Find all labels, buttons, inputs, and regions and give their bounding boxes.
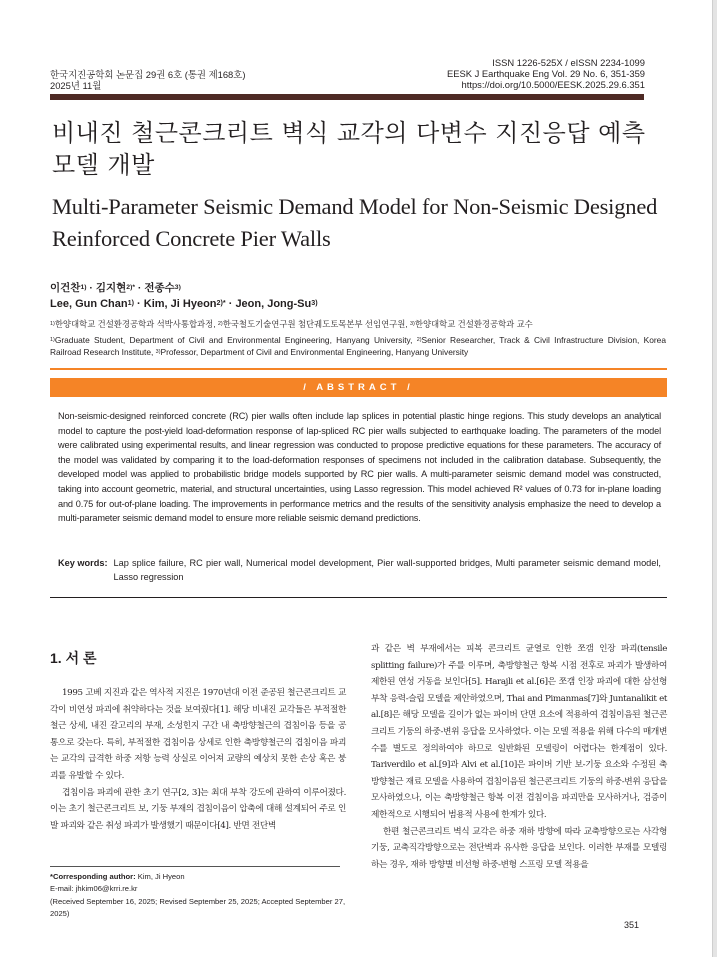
author-sup: 1) xyxy=(80,283,87,291)
author-sup: 2)* xyxy=(126,283,135,291)
title-english xyxy=(52,191,672,255)
corresponding-name: Kim, Ji Hyeon xyxy=(135,872,185,881)
section-title: 1. 서 론 xyxy=(50,650,97,666)
citation: EESK J Earthquake Eng Vol. 29 No. 6, 351-359 xyxy=(446,68,645,79)
author-sup: 3) xyxy=(311,298,318,307)
affil-text: 한국철도기술연구원 첨단궤도토목본부 선임연구원, xyxy=(222,319,411,329)
separator: · xyxy=(133,298,144,310)
affil-text: 한양대학교 건설환경공학과 교수 xyxy=(414,319,533,329)
authors-korean xyxy=(50,280,181,295)
author-name: 전종수 xyxy=(144,282,175,294)
issn: ISSN 1226-525X / eISSN 2234-1099 xyxy=(492,57,645,68)
separator: · xyxy=(225,298,236,310)
footnote-rule xyxy=(50,866,340,867)
author-name: Kim, Ji Hyeon xyxy=(143,298,217,310)
affil-sup: 3) xyxy=(410,321,415,328)
affil-text: Senior Researcher, Track & Civil Infrastructure Division, Korea Railroad Research Institute, xyxy=(50,335,666,357)
abstract-bottom-rule xyxy=(50,597,667,598)
affil-sup: 2) xyxy=(416,337,422,344)
authors-english xyxy=(50,298,318,310)
affiliations-english xyxy=(50,334,666,358)
abstract-heading: / ABSTRACT / xyxy=(50,378,667,397)
keywords-label: Key words: xyxy=(58,558,108,568)
title-ko-line2: 모델 개발 xyxy=(52,151,155,179)
page-number: 351 xyxy=(623,920,639,930)
author-name: Lee, Gun Chan xyxy=(50,298,128,310)
affil-sup: 3) xyxy=(155,349,161,356)
issue-date: 2025년 11월 xyxy=(50,80,102,91)
title-en-line2: Reinforced Concrete Pier Walls xyxy=(52,226,331,251)
doi-link[interactable]: https://doi.org/10.5000/EESK.2025.29.6.351 xyxy=(461,79,645,90)
affil-text: 한양대학교 건설환경공학과 석박사통합과정, xyxy=(54,319,218,329)
paragraph: 한편 철근콘크리트 벽식 교각은 하중 재하 방향에 따라 교축방향으로는 사각형 기둥, 교축직각방향으로는 전단벽과 유사한 응답을 보인다. 이러한 부재를 모델링하는 경우, 재하 방향별 비선형 하중-변형 스프링 모델 적용을 xyxy=(371,826,667,870)
separator: · xyxy=(135,282,145,294)
title-en-line1: Multi-Parameter Seismic Demand Model for Non-Seismic Designed xyxy=(52,194,658,219)
title-korean xyxy=(52,117,672,181)
keywords xyxy=(58,556,661,584)
body-column-left xyxy=(50,685,346,834)
orange-rule xyxy=(50,368,667,370)
affil-sup: 1) xyxy=(50,337,55,344)
author-name: 김지현 xyxy=(95,282,127,294)
affil-sup: 1) xyxy=(50,321,55,328)
paragraph: 과 같은 벽 부재에서는 피복 콘크리트 균열로 인한 쪼갬 인장 파괴(tensile splitting failure)가 주를 이루며, 축방향철근 항복 시점 전후로 파괴가 발생하여 제한된 연성 거동을 보인다[5]. Harajli et al.[6]은 쪼갬 인장 파괴에 대한 삼선형 부착 응력-슬립 모델을 제안하였으며, Thai and Pimanmas[7]와 Juntanalikit et al.[8]은 해당 모델을 길이가 없는 파이버 단면 요소에 적용하여 겹침이음된 철근콘크리트 기둥의 하중-변위 응답을 모사하였다. 이는 모델 적용을 위해 다수의 매개변수를 별도로 정의하여야 하므로 일반화된 모델링이 어렵다는 한계점이 있다. Tariverdilo et al.[9]과 Alvi et al.[10]은 파이버 기반 보-기둥 요소와 수정된 축방향철근 재료 모델을 사용하여 겹침이음된 철근콘크리트 기둥의 하중-변위 응답을 모사하였으나, 이는 축방향철근 항복 이전 겹침이음 파괴만을 모사하거나, 검증이 제한적으로 시행되어 범용적 사용에 한계가 있다. xyxy=(371,644,667,820)
author-name: 이건찬 xyxy=(50,282,81,294)
corresponding-label: *Corresponding author: xyxy=(50,872,136,881)
submission-history: (Received September 16, 2025; Revised September 25, 2025; Accepted September 27, 2025) xyxy=(50,896,346,919)
affil-text: Professor, Department of Civil and Environmental Engineering, Hanyang University xyxy=(160,347,469,357)
corresponding-author xyxy=(50,871,350,883)
email-line xyxy=(50,883,350,895)
affiliations-korean xyxy=(50,318,533,330)
journal-header-left xyxy=(50,69,245,91)
email-link[interactable]: jhkim06@krri.re.kr xyxy=(75,884,138,894)
keywords-value: Lap splice failure, RC pier wall, Numerical model development, Pier wall-supported bridges, Multi parameter seismic demand model, Lasso regression xyxy=(113,558,661,582)
author-sup: 3) xyxy=(174,283,181,291)
footnote xyxy=(50,871,350,921)
header-rule xyxy=(50,94,644,100)
paragraph: 1995 고베 지진과 같은 역사적 지진은 1970년대 이전 준공된 철근콘크리트 교각이 비연성 파괴에 취약하다는 것을 보여줬다[1]. 해당 비내진 교각들은 부적절한 철근 상세, 내진 갈고리의 부재, 소성힌지 구간 내 축방향철근의 겹침이음 등을 공통으로 갖는다. 특히, 부적절한 겹침이음 상세로 인한 축방향철근의 겹침이음 파괴는 교각의 급격한 하중 저항 능력 상실로 이어져 교량의 예상치 못한 손상 혹은 붕괴를 유발할 수 있다. xyxy=(50,688,346,781)
journal-name-ko: 한국지진공학회 논문집 29권 6호 (통권 제168호) xyxy=(50,69,246,80)
page-edge xyxy=(712,0,717,957)
abstract-body: Non-seismic-designed reinforced concrete (RC) pier walls often include lap splices in potential plastic hinge regions. This study develops an analytical model to capture the post-yield load-deformation response of lap-spliced RC pier walls subjected to earthquake loading. The parameters of the model were calibrated using experimental results, and linear regression was conducted to propose predictive equations for these parameters. The accuracy of the model was validated by comparing it to the load-deformation responses of specimens not included in the calibration database. Subsequently, the developed model was applied to probabilistic bridge models supported by RC pier walls. A multi-parameter seismic demand model was constructed, taking into account geometric, material, and structural uncertainties, using Lasso regression. This model achieved R² values of 0.73 for in-plane loading and 0.75 for out-of-plane loading. The improvements in performance metrics and the results of the sensitivity analysis emphasize the need to develop a multi-parameter seismic demand model to ensure more reliable seismic demand predictions. xyxy=(58,411,661,524)
author-name: Jeon, Jong-Su xyxy=(235,298,312,310)
title-ko-line1: 비내진 철근콘크리트 벽식 교각의 다변수 지진응답 예측 xyxy=(52,119,646,147)
affil-sup: 2) xyxy=(217,321,223,328)
email-label: E-mail: xyxy=(50,884,76,894)
author-sup: 2)* xyxy=(216,298,226,307)
author-sup: 1) xyxy=(127,298,134,307)
journal-header-right xyxy=(447,57,645,90)
affil-text: Graduate Student, Department of Civil and Environmental Engineering, Hanyang University, xyxy=(54,335,417,345)
separator: · xyxy=(86,282,96,294)
body-column-right xyxy=(371,641,667,873)
paragraph: 겹침이음 파괴에 관한 초기 연구[2, 3]는 최대 부착 강도에 관하여 이루어졌다. 이는 초기 철근콘크리트 보, 기둥 부재의 겹침이음이 압축에 대해 설계되어 주로 인발 파괴와 같은 취성 파괴가 발생했기 때문이다[4]. 반면 전단벽 xyxy=(50,787,346,831)
